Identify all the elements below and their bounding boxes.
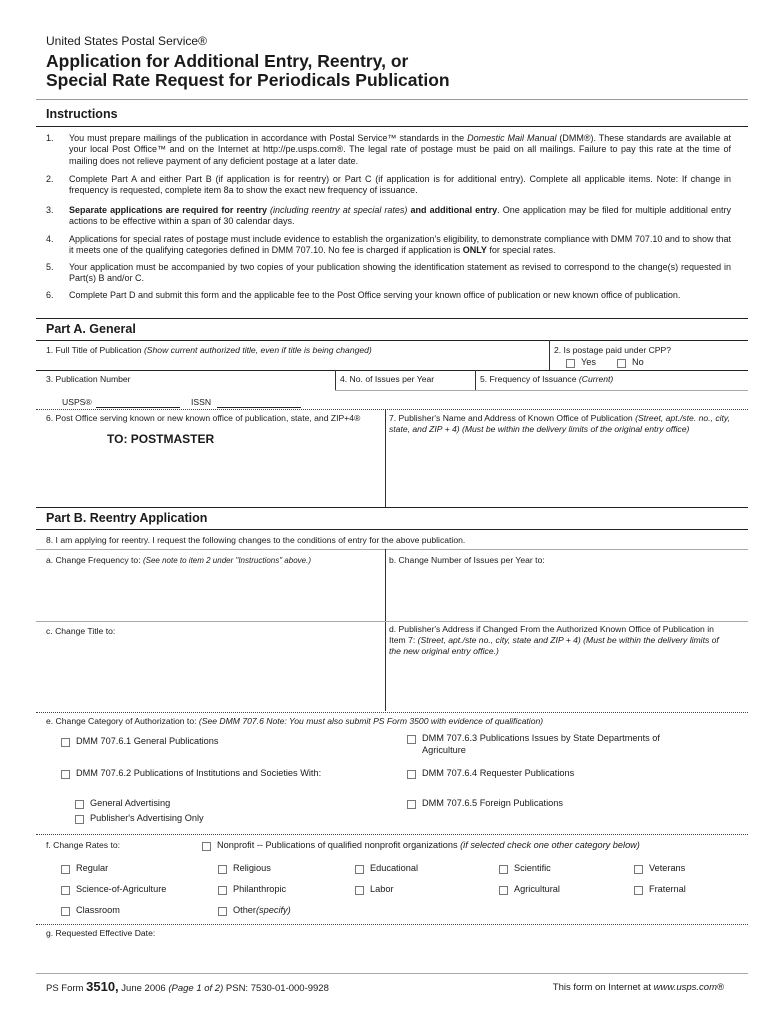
- instruction-number: 2.: [46, 174, 54, 184]
- dmm-707-6-2-checkbox[interactable]: [61, 768, 321, 780]
- rate-regular-checkbox[interactable]: [61, 863, 108, 875]
- instruction-text-part: . One application may be filed for multiple additional entry actions to be effective within a span of 30 calendar days.: [69, 205, 731, 227]
- divider: [36, 370, 748, 371]
- field-7-input[interactable]: [390, 452, 745, 504]
- instruction-text-part: (DMM®). These standards are available at your local Post Office™ and on the Internet at http://pe.usps.com®. The legal rate of postage must be paid on all mailings. Failure to pay this rate at the time of mailing does not relieve payment of any deficient postage at a later date.: [69, 133, 731, 166]
- checkbox-box: [617, 359, 626, 368]
- rate-other-text: Other: [233, 905, 256, 915]
- rate-religious-label: Religious: [233, 863, 271, 873]
- divider: [385, 409, 386, 507]
- checkbox-box: [355, 886, 364, 895]
- rate-veterans-label: Veterans: [649, 863, 686, 873]
- rate-veterans-checkbox[interactable]: [634, 863, 685, 875]
- field-8d-input[interactable]: [390, 660, 745, 708]
- instruction-text-part: You must prepare mailings of the publication in accordance with Postal Service™ standards in the: [69, 133, 468, 143]
- instruction-text-part: ONLY: [462, 245, 487, 256]
- dmm-707-6-1-label: DMM 707.6.1 General Publications: [76, 736, 219, 746]
- nonprofit-checkbox[interactable]: [202, 840, 640, 852]
- checkbox-box: [355, 865, 364, 874]
- dmm-707-6-4-checkbox[interactable]: [407, 768, 574, 780]
- cpp-no-checkbox[interactable]: [617, 357, 644, 369]
- cpp-yes-label: Yes: [581, 357, 596, 367]
- instruction-text-part: Separate applications are required for reentry: [69, 205, 267, 215]
- checkbox-box: [218, 865, 227, 874]
- rate-scientific-checkbox[interactable]: [499, 863, 551, 875]
- rate-classroom-checkbox[interactable]: [61, 905, 120, 917]
- divider: [475, 370, 476, 390]
- field-8e-label: [46, 716, 543, 727]
- checkbox-box: [61, 770, 70, 779]
- field-1-label-text: 1. Full Title of Publication: [46, 345, 142, 355]
- field-6-value: TO: POSTMASTER: [107, 432, 215, 446]
- checkbox-box: [202, 842, 211, 851]
- field-7-label: [389, 413, 734, 435]
- checkbox-box: [634, 886, 643, 895]
- instruction-text-part: Domestic Mail Manual: [467, 133, 557, 143]
- instruction-text-part: Complete Part A and either Part B (if application is for reentry) or Part C (if application is for additional entry). Complete all applicable items. Note: If change in frequency is requested, complete item 8a to show the exact new frequency of issuance.: [69, 174, 731, 196]
- field-8b-input[interactable]: [390, 568, 745, 618]
- form-title-line1: Application for Additional Entry, Reentry, or: [46, 51, 409, 71]
- field-5-note: (Current): [578, 374, 614, 384]
- field-8a-note: (See note to item 2 under "Instructions" above.): [142, 556, 311, 565]
- rate-labor-label: Labor: [370, 884, 394, 894]
- divider: [549, 340, 550, 370]
- field-4-label: 4. No. of Issues per Year: [340, 374, 435, 384]
- instruction-text: [69, 205, 731, 228]
- checkbox-box: [218, 907, 227, 916]
- psn-number: PSN: 7530-01-000-9928: [225, 983, 329, 994]
- rate-religious-checkbox[interactable]: [218, 863, 271, 875]
- field-7-note: (Street, apt./ste. no., city, state, and ZIP + 4) (Must be within the delivery limits of the original entry office): [389, 413, 730, 434]
- field-8e-note: (See DMM 707.6 Note: You must also submit PS Form 3500 with evidence of qualification): [198, 716, 544, 726]
- cpp-no-label: No: [632, 357, 644, 367]
- publishers-advertising-label: Publisher's Advertising Only: [90, 813, 204, 823]
- rate-other-note: (specify): [255, 905, 291, 915]
- field-8e-label-text: e. Change Category of Authorization to:: [46, 716, 197, 726]
- effective-date-input[interactable]: [190, 926, 740, 940]
- instruction-text-part: Applications for special rates of postage must include evidence to establish the organization's eligibility, to demonstrate compliance with DMM 707.10 and to show that it meets one of the qualifying categories defined in DMM 707.10. No fee is charged if application is: [69, 234, 731, 256]
- field-8-label: 8. I am applying for reentry. I request the following changes to the conditions of entry for the above publication.: [46, 535, 466, 545]
- divider: [385, 549, 386, 711]
- rate-sci-ag-checkbox[interactable]: [61, 884, 166, 896]
- field-7-label-text: 7. Publisher's Name and Address of Known Office of Publication: [389, 413, 633, 423]
- divider: [36, 99, 748, 100]
- field-1-input[interactable]: [40, 356, 546, 370]
- form-date: June 2006: [118, 983, 166, 994]
- rate-regular-label: Regular: [76, 863, 109, 873]
- usps-label: USPS®: [62, 397, 92, 407]
- issn-label: ISSN: [191, 397, 212, 407]
- field-6-label: 6. Post Office serving known or new known office of publication, state, and ZIP+4®: [46, 413, 361, 423]
- divider: [36, 126, 748, 127]
- rate-agricultural-label: Agricultural: [514, 884, 560, 894]
- issn-number-line[interactable]: [217, 407, 301, 408]
- dmm-707-6-5-checkbox[interactable]: [407, 798, 563, 810]
- dmm-707-6-4-label: DMM 707.6.4 Requester Publications: [422, 768, 575, 778]
- instruction-number: 6.: [46, 290, 54, 300]
- field-8f-label: f. Change Rates to:: [46, 840, 121, 850]
- part-a-heading: Part A. General: [46, 322, 136, 336]
- instructions-heading: Instructions: [46, 107, 118, 121]
- dmm-707-6-3-checkbox[interactable]: [407, 733, 702, 756]
- divider: [335, 390, 748, 391]
- rate-fraternal-label: Fraternal: [649, 884, 686, 894]
- divider: [335, 370, 336, 390]
- instruction-text-part: Complete Part D and submit this form and the applicable fee to the Post Office serving your known office of publication or new known office of publication.: [69, 290, 681, 300]
- instruction-text-part: and additional entry: [407, 205, 498, 215]
- field-8a-label: [46, 555, 311, 566]
- field-8c-input[interactable]: [40, 640, 380, 706]
- field-5-label-text: 5. Frequency of Issuance: [480, 374, 577, 384]
- instruction-text-part: Your application must be accompanied by two copies of your publication showing the identification statement as revised to correspond to the change(s) requested in Part(s) B and/or C.: [69, 262, 731, 284]
- divider: [36, 340, 748, 341]
- rate-labor-checkbox[interactable]: [355, 884, 394, 896]
- instruction-text: [69, 174, 731, 197]
- form-id: [46, 979, 329, 994]
- field-1-label: [46, 345, 372, 356]
- field-8a-input[interactable]: [40, 568, 380, 618]
- field-8b-label: b. Change Number of Issues per Year to:: [389, 555, 545, 565]
- field-8d-note: (Street, apt./ste no., city, state and ZIP + 4) (Must be within the delivery limits of the new original entry office.): [389, 635, 719, 656]
- instruction-number: 3.: [46, 205, 54, 215]
- field-1-note: (Show current authorized title, even if title is being changed): [143, 345, 372, 355]
- instruction-text-part: (including reentry at special rates): [266, 205, 408, 215]
- rate-sci-ag-label: Science-of-Agriculture: [76, 884, 167, 894]
- form-number: 3510,: [86, 979, 119, 994]
- checkbox-box: [218, 886, 227, 895]
- divider: [36, 549, 748, 550]
- checkbox-box: [61, 886, 70, 895]
- instruction-text: [69, 133, 731, 167]
- checkbox-box: [499, 886, 508, 895]
- cpp-yes-checkbox[interactable]: [566, 357, 596, 369]
- divider: [36, 621, 748, 622]
- field-3-label: 3. Publication Number: [46, 374, 131, 384]
- agency-name: United States Postal Service®: [46, 34, 207, 48]
- checkbox-box: [407, 735, 416, 744]
- publishers-advertising-checkbox[interactable]: [75, 813, 204, 825]
- instruction-text-part: for special rates.: [486, 245, 556, 256]
- divider: [36, 529, 748, 530]
- instruction-text: [69, 290, 731, 301]
- part-b-heading: Part B. Reentry Application: [46, 511, 208, 525]
- form-title-line2: Special Rate Request for Periodicals Publication: [46, 70, 450, 90]
- dmm-707-6-1-checkbox[interactable]: [61, 736, 218, 748]
- field-8d-label: [389, 624, 719, 657]
- field-8g-label: g. Requested Effective Date:: [46, 928, 156, 938]
- rate-philanthropic-checkbox[interactable]: [218, 884, 286, 896]
- checkbox-box: [634, 865, 643, 874]
- divider: [36, 712, 748, 713]
- dmm-707-6-5-label: DMM 707.6.5 Foreign Publications: [422, 798, 563, 808]
- field-2-label: 2. Is postage paid under CPP?: [554, 345, 672, 355]
- nonprofit-label: [202, 840, 640, 852]
- instruction-text: [69, 234, 731, 257]
- divider: [36, 834, 748, 835]
- rate-agricultural-checkbox[interactable]: [499, 884, 560, 896]
- nonprofit-note: (if selected check one other category below): [460, 840, 640, 850]
- nonprofit-label-text: Nonprofit -- Publications of qualified nonprofit organizations: [217, 840, 458, 850]
- instruction-text: [69, 262, 731, 285]
- rate-classroom-label: Classroom: [76, 905, 120, 915]
- internet-url[interactable]: www.usps.com®: [653, 982, 724, 993]
- checkbox-box: [61, 738, 70, 747]
- instruction-number: 4.: [46, 234, 54, 244]
- general-advertising-checkbox[interactable]: [75, 798, 170, 810]
- dmm-707-6-3-label: DMM 707.6.3 Publications Issues by State Departments of Agriculture: [422, 733, 660, 755]
- instruction-number: 5.: [46, 262, 54, 272]
- instruction-number: 1.: [46, 133, 54, 143]
- field-8a-label-text: a. Change Frequency to:: [46, 555, 141, 565]
- rate-educational-label: Educational: [370, 863, 419, 873]
- rate-other-label: [218, 905, 291, 917]
- checkbox-box: [566, 359, 575, 368]
- divider: [36, 409, 748, 410]
- page-indicator: (Page 1 of 2): [168, 983, 224, 994]
- divider: [36, 507, 748, 508]
- divider: [36, 924, 748, 925]
- checkbox-box: [75, 800, 84, 809]
- checkbox-box: [407, 770, 416, 779]
- usps-number-line[interactable]: [96, 407, 180, 408]
- checkbox-box: [499, 865, 508, 874]
- internet-note: [553, 982, 724, 993]
- rate-fraternal-checkbox[interactable]: [634, 884, 686, 896]
- divider: [36, 973, 748, 974]
- rate-educational-checkbox[interactable]: [355, 863, 418, 875]
- general-advertising-label: General Advertising: [90, 798, 171, 808]
- rate-other-checkbox[interactable]: [218, 905, 291, 917]
- checkbox-box: [75, 815, 84, 824]
- checkbox-box: [407, 800, 416, 809]
- checkbox-box: [61, 865, 70, 874]
- checkbox-box: [61, 907, 70, 916]
- divider: [36, 318, 748, 319]
- internet-prefix: This form on Internet at: [552, 982, 654, 993]
- rate-philanthropic-label: Philanthropic: [233, 884, 287, 894]
- ps-form-label: PS Form: [46, 983, 84, 994]
- field-8c-label: c. Change Title to:: [46, 626, 116, 636]
- dmm-707-6-2-label: DMM 707.6.2 Publications of Institutions and Societies With:: [76, 768, 322, 778]
- field-5-label: [480, 374, 613, 385]
- rate-scientific-label: Scientific: [514, 863, 551, 873]
- field-8d-label-text: d. Publisher's Address if Changed From the Authorized Known Office of Publication in Item 7:: [389, 624, 714, 645]
